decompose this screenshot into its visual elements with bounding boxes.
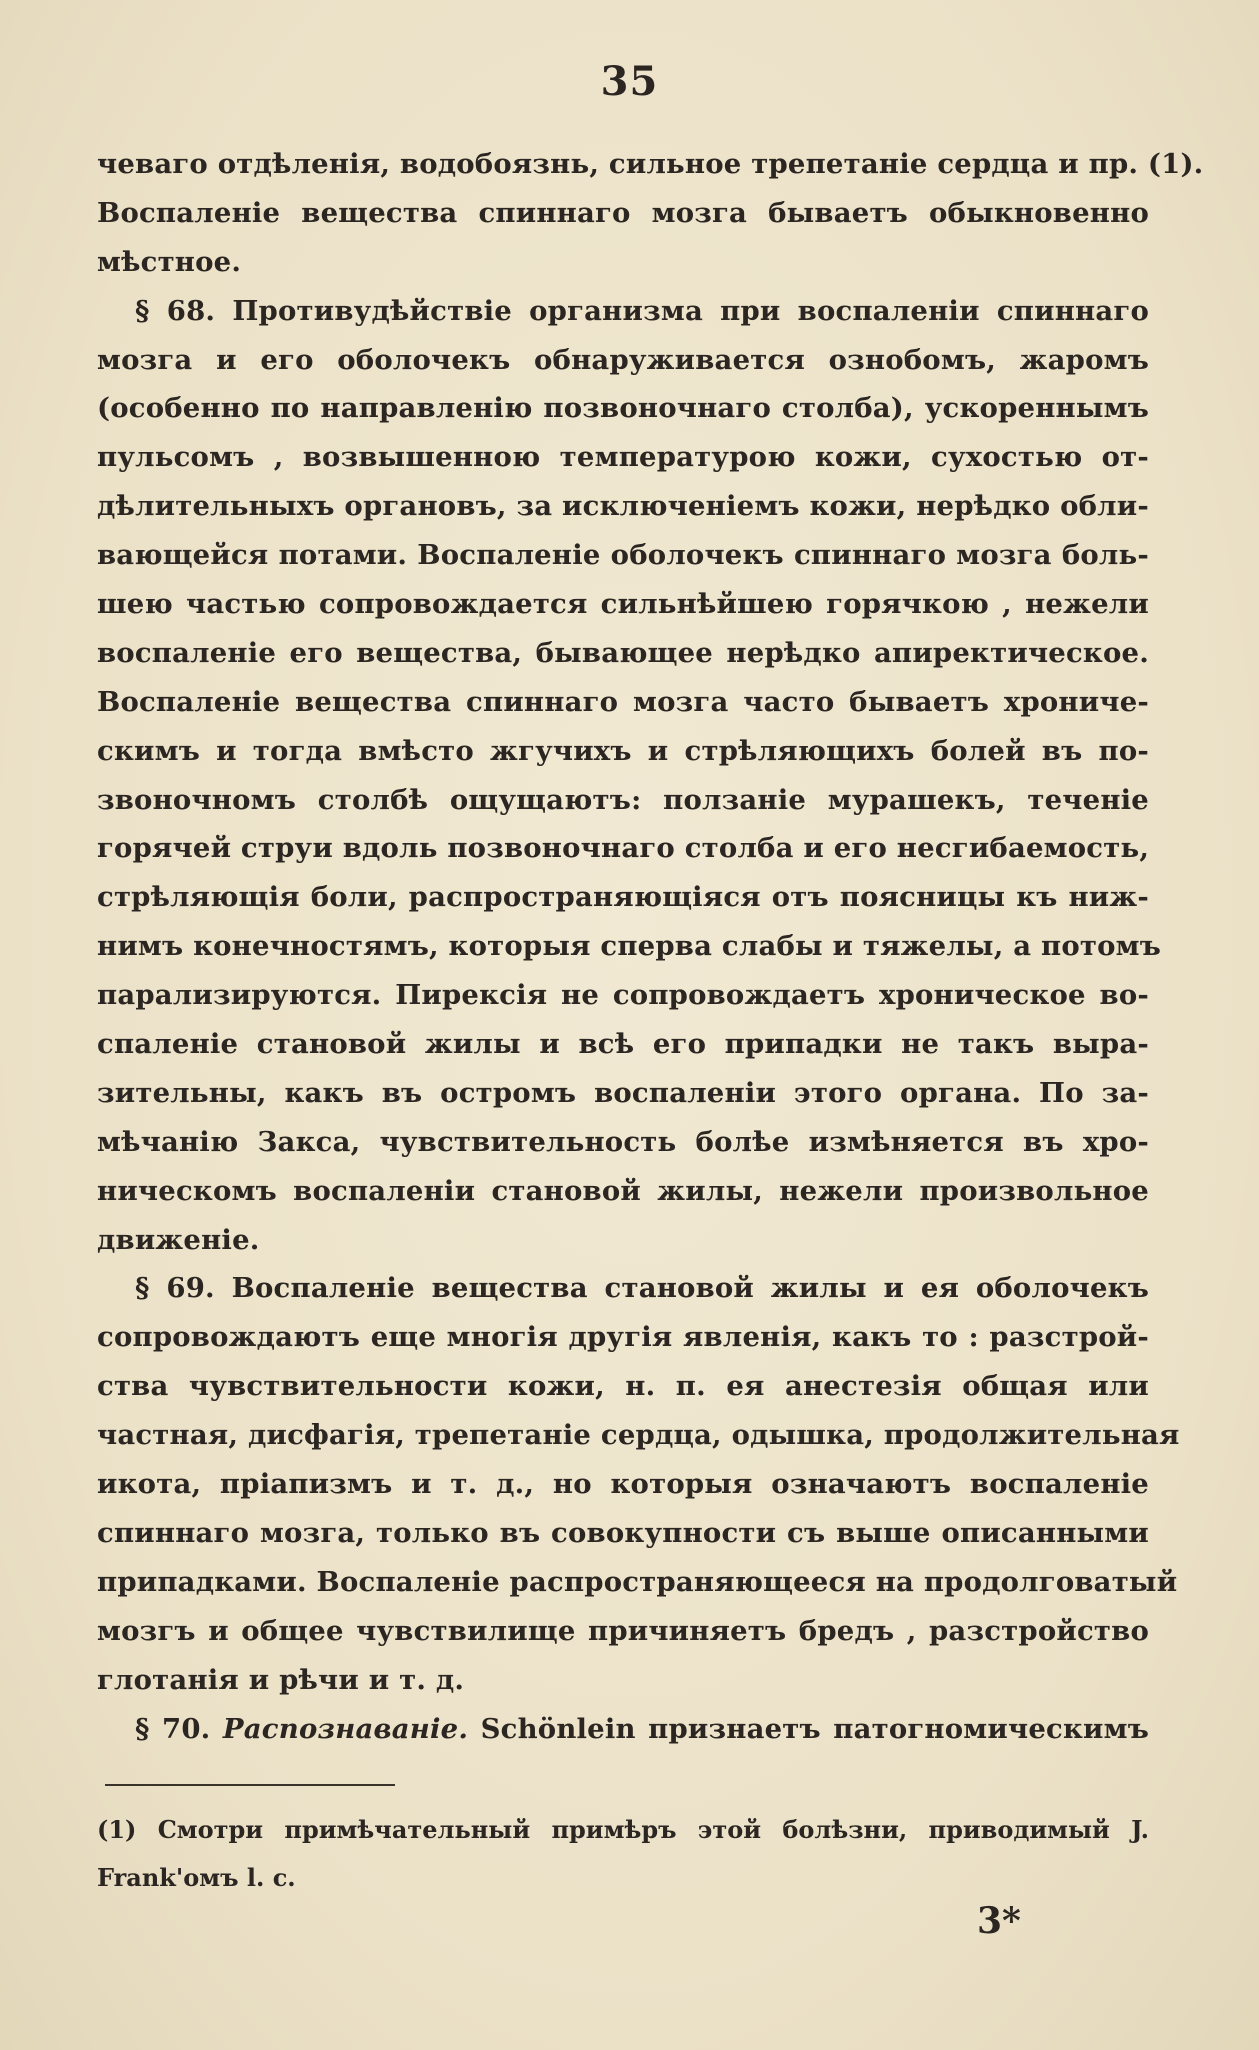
text-line: Воспаленіе вещества спиннаго мозга часто бываетъ хрониче- [97, 685, 1149, 718]
text-line: дѣлительныхъ органовъ, за исключеніемъ кожи, нерѣдко обли- [97, 490, 1149, 523]
section-70-number: § 70. [135, 1712, 211, 1745]
text-line: икота, пріапизмъ и т. д., но которыя означаютъ воспаленіе [97, 1468, 1149, 1501]
page-number: 35 [600, 58, 659, 105]
text-line: чеваго отдѣленія, водобоязнь, сильное трепетаніе сердца и пр. (1). [97, 148, 1204, 180]
section-70-first-line [97, 1705, 1149, 1754]
text-line: вающейся потами. Воспаленіе оболочекъ спиннаго мозга боль- [97, 539, 1149, 572]
text-line: частная, дисфагія, трепетаніе сердца, одышка, продолжительная [97, 1419, 1180, 1452]
section-70-text: Schönlein признаетъ патогномическимъ [480, 1712, 1149, 1745]
footnote-divider [105, 1784, 395, 1786]
text-line: стрѣляющія боли, распространяющіяся отъ поясницы къ ниж- [97, 881, 1149, 914]
text-line: припадками. Воспаленіе распространяющееся на продолговатый [97, 1565, 1178, 1598]
text-line: сопровождаютъ еще многія другія явленія, какъ то : разстрой- [97, 1321, 1149, 1354]
text-line: ническомъ воспаленіи становой жилы, нежели произвольное [97, 1174, 1149, 1207]
text-line: нимъ конечностямъ, которыя сперва слабы и тяжелы, а потомъ [97, 930, 1162, 963]
text-line: воспаленіе его вещества, бывающее нерѣдко апиректическое. [97, 636, 1149, 669]
section-69-first-line: § 69. Воспаленіе вещества становой жилы и ея оболочекъ [135, 1272, 1149, 1305]
text-line: мозгъ и общее чувствилище причиняетъ бредъ , разстройство [97, 1614, 1149, 1647]
text-line: мѣчанію Закса, чувствительность болѣе измѣняется въ хро- [97, 1125, 1149, 1158]
text-line: Воспаленіе вещества спиннаго мозга бываетъ обыкновенно [97, 196, 1149, 229]
text-line: ства чувствительности кожи, н. п. ея анестезія общая или [97, 1370, 1149, 1403]
text-line: парализируются. Пирексія не сопровождаетъ хроническое во- [97, 979, 1149, 1012]
text-line: звоночномъ столбѣ ощущаютъ: ползаніе мурашекъ, теченіе [97, 783, 1149, 816]
text-line: мозга и его оболочекъ обнаруживается ознобомъ, жаромъ [97, 343, 1149, 376]
text-line: спаленіе становой жилы и всѣ его припадки не такъ выра- [97, 1028, 1149, 1061]
footnote [97, 1806, 1149, 1902]
text-line: пульсомъ , возвышенною температурою кожи, сухостью от- [97, 441, 1149, 474]
text-line: (особенно по направленію позвоночнаго столба), ускореннымъ [97, 392, 1149, 425]
text-line: шею частью сопровождается сильнѣйшею горячкою , нежели [97, 588, 1149, 621]
section-70-title: Распознаваніе. [222, 1712, 469, 1745]
section-68-first-line: § 68. Противудѣйствіе организма при воспаленіи спиннаго [135, 294, 1149, 327]
text-line: движеніе. [97, 1223, 260, 1256]
text-line: горячей струи вдоль позвоночнаго столба и его несгибаемость, [97, 832, 1150, 865]
footnote-line: (1) Смотри примѣчательный примѣръ этой болѣзни, приводимый J. [97, 1815, 1149, 1844]
text-line: мѣстное. [97, 245, 242, 278]
text-line: зительны, какъ въ остромъ воспаленіи этого органа. По за- [97, 1076, 1149, 1109]
body-text [97, 140, 1204, 1753]
text-line: глотанія и рѣчи и т. д. [97, 1663, 465, 1696]
text-line: спиннаго мозга, только въ совокупности съ выше описанными [97, 1516, 1149, 1549]
text-line: скимъ и тогда вмѣсто жгучихъ и стрѣляющихъ болей въ по- [97, 734, 1149, 767]
footnote-line: Frank'омъ l. c. [97, 1863, 296, 1892]
signature-mark: 3* [977, 1900, 1021, 1942]
